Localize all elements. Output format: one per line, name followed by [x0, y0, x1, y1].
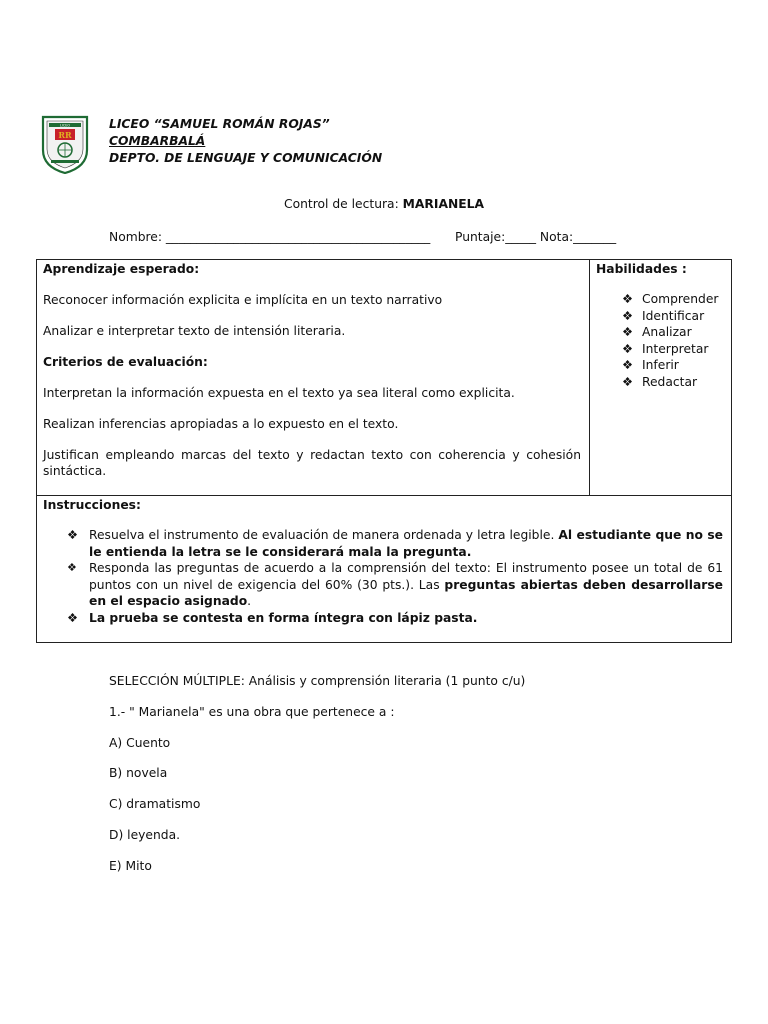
skills-list [596, 291, 725, 390]
skills-label: Habilidades : [596, 262, 687, 276]
skill-item: ❖ Identificar [622, 308, 705, 323]
answer-option[interactable]: A) Cuento [109, 736, 171, 750]
department-name: DEPTO. DE LENGUAJE Y COMUNICACIÓN [109, 151, 383, 165]
diamond-bullet-icon: ❖ [622, 292, 634, 306]
skill-item: ❖ Analizar [622, 325, 692, 339]
answer-option[interactable]: E) Mito [109, 859, 152, 873]
criteria-label: Criterios de evaluación: [43, 355, 208, 369]
school-crest-logo [40, 114, 90, 174]
learning-criteria-cell [37, 260, 590, 496]
school-city: COMBARBALÁ [109, 134, 206, 148]
instructions-list [43, 527, 723, 626]
instruction-item: ❖ Responda las preguntas de acuerdo a la comprensión del texto: El instrumento posee un total de 61 puntos con un nivel de exigencia del 60% (30 pts.). Las preguntas abiertas deben desarrollarse en el espacio asignado. [67, 561, 724, 608]
skill-item: ❖ Redactar [622, 374, 698, 389]
diamond-bullet-icon: ❖ [622, 308, 634, 323]
skill-item: ❖ Comprender [622, 292, 719, 306]
diamond-bullet-icon: ❖ [67, 561, 77, 574]
section-heading: SELECCIÓN MÚLTIPLE: Análisis y comprensión literaria (1 punto c/u) [109, 674, 526, 688]
criteria-item: Realizan inferencias apropiadas a lo expuesto en el texto. [43, 417, 399, 431]
answer-option[interactable]: B) novela [109, 766, 168, 780]
answer-option[interactable]: C) dramatismo [109, 797, 201, 811]
name-field[interactable]: Nombre: ___________________________________________ [109, 230, 431, 244]
question-text: 1.- " Marianela" es una obra que pertenece a : [109, 705, 395, 719]
criteria-item: Interpretan la información expuesta en el texto ya sea literal como explicita. [43, 386, 515, 400]
score-field[interactable]: Puntaje:_____ Nota:_______ [455, 230, 617, 244]
instructions-label: Instrucciones: [43, 498, 141, 512]
logo-initials: RR [58, 130, 72, 140]
criteria-item: Justifican empleando marcas del texto y redactan texto con coherencia y cohesión sintáctica. [43, 448, 581, 478]
answer-option[interactable]: D) leyenda. [109, 828, 181, 842]
diamond-bullet-icon: ❖ [67, 528, 79, 542]
title-work: MARIANELA [402, 197, 484, 211]
learning-label: Aprendizaje esperado: [43, 262, 200, 276]
learning-item: Reconocer información explicita e implícita en un texto narrativo [43, 293, 443, 307]
instruction-item: ❖ Resuelva el instrumento de evaluación de manera ordenada y letra legible. Al estudiante que no se le entienda la letra se le considerará mala la pregunta. [67, 528, 723, 559]
diamond-bullet-icon: ❖ [622, 358, 634, 372]
diamond-bullet-icon: ❖ [67, 610, 79, 625]
page-title [0, 197, 768, 211]
skill-item: ❖ Interpretar [622, 341, 709, 356]
school-name: LICEO “SAMUEL ROMÁN ROJAS” [109, 117, 330, 131]
instructions-cell [37, 496, 732, 643]
skills-cell [590, 260, 732, 496]
learning-item: Analizar e interpretar texto de intensión literaria. [43, 324, 346, 338]
title-prefix: Control de lectura: [284, 197, 403, 211]
skill-item: ❖ Inferir [622, 358, 679, 372]
instruction-item: ❖ La prueba se contesta en forma íntegra con lápiz pasta. [67, 610, 478, 625]
evaluation-info-table [36, 259, 732, 643]
diamond-bullet-icon: ❖ [622, 374, 634, 389]
diamond-bullet-icon: ❖ [622, 341, 634, 356]
diamond-bullet-icon: ❖ [622, 325, 634, 339]
logo-text: LICEO [59, 123, 71, 128]
